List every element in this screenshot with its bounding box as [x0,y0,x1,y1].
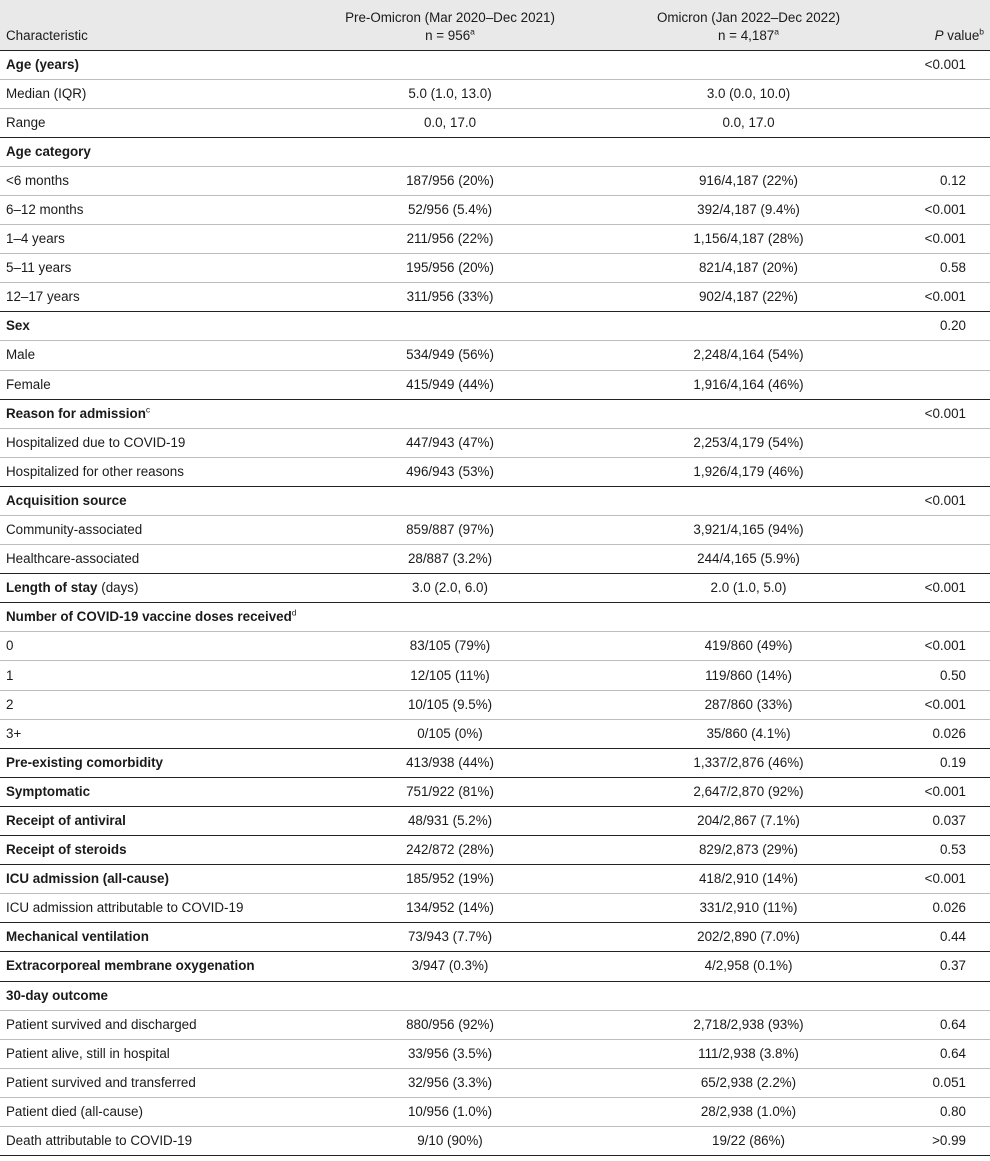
header-omicron-period: Omicron (Jan 2022–Dec 2022) [656,9,841,25]
row-characteristic: Symptomatic [0,777,300,806]
row-characteristic: Median (IQR) [0,79,300,108]
table-row [0,254,990,283]
row-characteristic: Male [0,341,300,370]
table-row [0,923,990,952]
row-omicron-value [600,312,897,341]
row-omicron-value: 392/4,187 (9.4%) [600,195,897,224]
row-p-value [897,457,990,486]
row-characteristic: Receipt of steroids [0,836,300,865]
table-row [0,952,990,981]
row-characteristic: 1–4 years [0,225,300,254]
row-characteristic: 12–17 years [0,283,300,312]
table-row [0,1097,990,1126]
table-row [0,137,990,166]
table-row [0,894,990,923]
table-row [0,1039,990,1068]
row-pre-omicron-value: 242/872 (28%) [300,836,600,865]
row-p-value: 0.37 [897,952,990,981]
row-p-value [897,603,990,632]
row-characteristic: Sex [0,312,300,341]
row-omicron-value: 244/4,165 (5.9%) [600,545,897,574]
row-p-value [897,981,990,1010]
row-omicron-value: 419/860 (49%) [600,632,897,661]
header-p-value: P value$^b$ [897,0,990,50]
row-characteristic: Hospitalized for other reasons [0,457,300,486]
row-pre-omicron-value: 33/956 (3.5%) [300,1039,600,1068]
row-p-value: 0.026 [897,719,990,748]
row-characteristic: Community-associated [0,516,300,545]
row-pre-omicron-value: 0.0, 17.0 [300,108,600,137]
row-omicron-value: 1,337/2,876 (46%) [600,748,897,777]
row-pre-omicron-value: 880/956 (92%) [300,1010,600,1039]
row-omicron-value: 2,248/4,164 (54%) [600,341,897,370]
row-omicron-value: 3.0 (0.0, 10.0) [600,79,897,108]
row-p-value: 0.051 [897,1068,990,1097]
row-omicron-value: 202/2,890 (7.0%) [600,923,897,952]
header-omicron [600,0,897,50]
table-row [0,836,990,865]
row-characteristic: Patient survived and discharged [0,1010,300,1039]
row-omicron-value: 204/2,867 (7.1%) [600,806,897,835]
table-row [0,1068,990,1097]
row-characteristic: Range [0,108,300,137]
row-pre-omicron-value: 32/956 (3.3%) [300,1068,600,1097]
table-row [0,50,990,79]
row-omicron-value: 2,253/4,179 (54%) [600,428,897,457]
row-pre-omicron-value [300,50,600,79]
row-omicron-value: 0.0, 17.0 [600,108,897,137]
row-omicron-value: 287/860 (33%) [600,690,897,719]
row-omicron-value: 829/2,873 (29%) [600,836,897,865]
row-characteristic: Hospitalized due to COVID-19 [0,428,300,457]
row-pre-omicron-value: 534/949 (56%) [300,341,600,370]
row-pre-omicron-value: 751/922 (81%) [300,777,600,806]
row-p-value [897,516,990,545]
row-characteristic: 5–11 years [0,254,300,283]
row-pre-omicron-value [300,399,600,428]
table-row [0,865,990,894]
row-pre-omicron-value: 185/952 (19%) [300,865,600,894]
row-p-value: 0.026 [897,894,990,923]
table-row [0,777,990,806]
row-p-value [897,108,990,137]
table-row [0,516,990,545]
table-row [0,428,990,457]
row-p-value: <0.001 [897,195,990,224]
row-characteristic: Patient died (all-cause) [0,1097,300,1126]
row-pre-omicron-value [300,981,600,1010]
row-pre-omicron-value: 48/931 (5.2%) [300,806,600,835]
row-omicron-value: 111/2,938 (3.8%) [600,1039,897,1068]
table-row [0,545,990,574]
row-pre-omicron-value: 73/943 (7.7%) [300,923,600,952]
row-p-value: <0.001 [897,283,990,312]
table-row [0,399,990,428]
row-p-value: 0.44 [897,923,990,952]
row-characteristic: Female [0,370,300,399]
row-p-value: <0.001 [897,690,990,719]
row-omicron-value: 3,921/4,165 (94%) [600,516,897,545]
table-row [0,108,990,137]
table-body [0,50,990,1156]
row-pre-omicron-value: 10/956 (1.0%) [300,1097,600,1126]
row-omicron-value: 35/860 (4.1%) [600,719,897,748]
row-characteristic: ICU admission (all-cause) [0,865,300,894]
table-row [0,632,990,661]
row-characteristic: Length of stay (days) [0,574,300,603]
row-p-value: <0.001 [897,777,990,806]
row-characteristic: Pre-existing comorbidity [0,748,300,777]
row-omicron-value: 28/2,938 (1.0%) [600,1097,897,1126]
row-pre-omicron-value: 415/949 (44%) [300,370,600,399]
row-p-value: 0.20 [897,312,990,341]
header-pre-omicron [300,0,600,50]
header-pre-omicron-period: Pre-Omicron (Mar 2020–Dec 2021) [345,9,555,25]
row-characteristic: Patient survived and transferred [0,1068,300,1097]
row-p-value: >0.99 [897,1126,990,1155]
row-pre-omicron-value: 311/956 (33%) [300,283,600,312]
table-header [0,0,990,50]
row-p-value: <0.001 [897,632,990,661]
row-pre-omicron-value: 447/943 (47%) [300,428,600,457]
table-row [0,283,990,312]
header-characteristic: Characteristic [0,0,300,50]
row-characteristic: 30-day outcome [0,981,300,1010]
row-p-value [897,341,990,370]
row-pre-omicron-value [300,312,600,341]
row-pre-omicron-value: 12/105 (11%) [300,661,600,690]
row-omicron-value: 2,647/2,870 (92%) [600,777,897,806]
row-pre-omicron-value: 496/943 (53%) [300,457,600,486]
row-p-value [897,428,990,457]
row-pre-omicron-value: 10/105 (9.5%) [300,690,600,719]
table-row [0,719,990,748]
row-omicron-value [600,50,897,79]
row-pre-omicron-value: 3/947 (0.3%) [300,952,600,981]
row-p-value: 0.19 [897,748,990,777]
row-omicron-value: 2.0 (1.0, 5.0) [600,574,897,603]
row-p-value: <0.001 [897,574,990,603]
table-row [0,1010,990,1039]
row-p-value: <0.001 [897,865,990,894]
row-characteristic: Acquisition source [0,486,300,515]
row-p-value: <0.001 [897,225,990,254]
header-row [0,0,990,50]
row-p-value: 0.50 [897,661,990,690]
row-omicron-value: 2,718/2,938 (93%) [600,1010,897,1039]
row-pre-omicron-value: 211/956 (22%) [300,225,600,254]
row-characteristic: 0 [0,632,300,661]
table-row [0,748,990,777]
table-row [0,341,990,370]
row-pre-omicron-value: 28/887 (3.2%) [300,545,600,574]
row-characteristic: Healthcare-associated [0,545,300,574]
row-pre-omicron-value: 413/938 (44%) [300,748,600,777]
row-p-value: 0.037 [897,806,990,835]
row-characteristic: Reason for admission$^c$ [0,399,300,428]
row-characteristic: 2 [0,690,300,719]
row-pre-omicron-value: 187/956 (20%) [300,166,600,195]
row-characteristic: Age (years) [0,50,300,79]
row-omicron-value [600,486,897,515]
row-omicron-value [600,603,897,632]
row-p-value [897,370,990,399]
row-characteristic: Mechanical ventilation [0,923,300,952]
row-omicron-value: 1,916/4,164 (46%) [600,370,897,399]
row-pre-omicron-value: 52/956 (5.4%) [300,195,600,224]
row-omicron-value [600,981,897,1010]
row-pre-omicron-value [300,137,600,166]
header-omicron-n: n = 4,187$^a$ [718,26,779,43]
row-p-value: <0.001 [897,399,990,428]
row-p-value: 0.53 [897,836,990,865]
row-p-value: <0.001 [897,50,990,79]
row-characteristic: 1 [0,661,300,690]
table-row [0,79,990,108]
row-omicron-value: 1,156/4,187 (28%) [600,225,897,254]
row-pre-omicron-value: 134/952 (14%) [300,894,600,923]
table-row [0,225,990,254]
row-characteristic: 3+ [0,719,300,748]
table-row [0,370,990,399]
table-row [0,661,990,690]
row-omicron-value: 331/2,910 (11%) [600,894,897,923]
row-p-value: 0.12 [897,166,990,195]
row-pre-omicron-value [300,603,600,632]
row-pre-omicron-value: 859/887 (97%) [300,516,600,545]
row-omicron-value [600,137,897,166]
row-pre-omicron-value: 5.0 (1.0, 13.0) [300,79,600,108]
table-row [0,457,990,486]
row-characteristic: Extracorporeal membrane oxygenation [0,952,300,981]
row-p-value: 0.64 [897,1010,990,1039]
row-pre-omicron-value: 195/956 (20%) [300,254,600,283]
row-characteristic: Number of COVID-19 vaccine doses received$^d$ [0,603,300,632]
row-pre-omicron-value: 0/105 (0%) [300,719,600,748]
table-row [0,981,990,1010]
row-p-value: 0.80 [897,1097,990,1126]
row-p-value [897,545,990,574]
row-omicron-value: 65/2,938 (2.2%) [600,1068,897,1097]
row-pre-omicron-value: 83/105 (79%) [300,632,600,661]
table-row [0,574,990,603]
table-row [0,195,990,224]
header-pre-omicron-n: $n = 956^a$ [425,26,475,43]
row-p-value: 0.58 [897,254,990,283]
row-omicron-value: 19/22 (86%) [600,1126,897,1155]
row-omicron-value: 902/4,187 (22%) [600,283,897,312]
row-pre-omicron-value [300,486,600,515]
row-omicron-value: 916/4,187 (22%) [600,166,897,195]
row-p-value [897,137,990,166]
row-characteristic: Death attributable to COVID-19 [0,1126,300,1155]
row-p-value: 0.64 [897,1039,990,1068]
row-characteristic: <6 months [0,166,300,195]
row-omicron-value: 821/4,187 (20%) [600,254,897,283]
row-characteristic: Patient alive, still in hospital [0,1039,300,1068]
table-row [0,312,990,341]
row-p-value: <0.001 [897,486,990,515]
table-row [0,603,990,632]
table-row [0,690,990,719]
row-characteristic: Age category [0,137,300,166]
table-row [0,486,990,515]
table-row [0,1126,990,1155]
row-characteristic: Receipt of antiviral [0,806,300,835]
row-pre-omicron-value: 9/10 (90%) [300,1126,600,1155]
row-omicron-value: 119/860 (14%) [600,661,897,690]
row-omicron-value [600,399,897,428]
row-omicron-value: 1,926/4,179 (46%) [600,457,897,486]
table-row [0,166,990,195]
row-omicron-value: 418/2,910 (14%) [600,865,897,894]
row-characteristic: 6–12 months [0,195,300,224]
row-characteristic: ICU admission attributable to COVID-19 [0,894,300,923]
table-row [0,806,990,835]
row-pre-omicron-value: 3.0 (2.0, 6.0) [300,574,600,603]
row-omicron-value: 4/2,958 (0.1%) [600,952,897,981]
row-p-value [897,79,990,108]
